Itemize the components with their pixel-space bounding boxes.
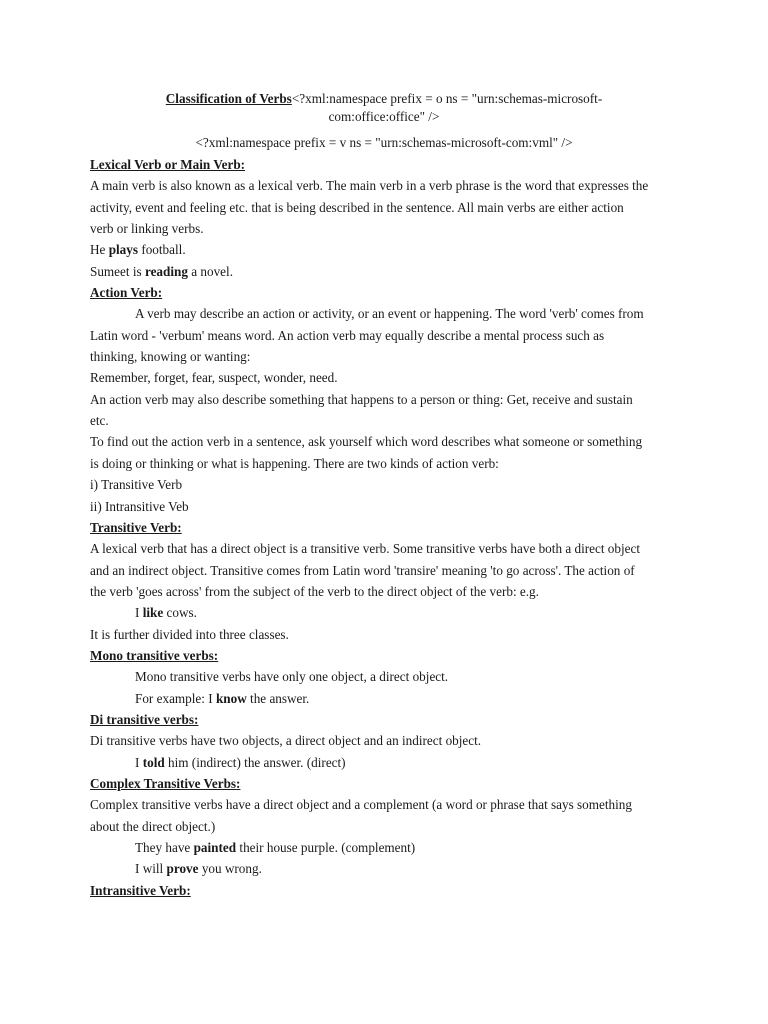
- example-line: [90, 261, 690, 282]
- xml-namespace-o-part1: <?xml:namespace prefix = o ns = "urn:schemas-microsoft-: [291, 91, 603, 106]
- example-line: [90, 858, 690, 879]
- example-text: They have: [135, 840, 194, 855]
- example-text: cows.: [163, 605, 197, 621]
- paragraph-line: An action verb may also describe something that happens to a person or thing: Get, receive and sustain: [90, 391, 633, 407]
- paragraph-line: To find out the action verb in a sentence, ask yourself which word describes what someone or something: [90, 434, 643, 450]
- document-body: [90, 154, 690, 901]
- example-verb: told: [142, 754, 165, 770]
- list-item: i) Transitive Verb: [90, 477, 183, 493]
- paragraph-line: A main verb is also known as a lexical verb. The main verb in a verb phrase is the word that expresses the: [90, 178, 649, 194]
- example-text: Sumeet is: [90, 263, 145, 279]
- example-text: For example: I: [135, 690, 216, 706]
- paragraph-line: Di transitive verbs have two objects, a direct object and an indirect object.: [90, 733, 482, 749]
- example-verb: prove: [166, 861, 199, 877]
- heading-lexical-verb: Lexical Verb or Main Verb:: [90, 157, 246, 172]
- example-text: I: [135, 605, 143, 621]
- paragraph-line: verb or linking verbs.: [90, 221, 204, 237]
- xml-namespace-v: <?xml:namespace prefix = v ns = "urn:schemas-microsoft-com:vml" />: [195, 135, 573, 150]
- example-line: [90, 837, 690, 858]
- example-text: their house purple. (complement): [236, 840, 416, 855]
- heading-transitive-verb: Transitive Verb:: [90, 519, 182, 535]
- heading-action-verb: Action Verb:: [90, 285, 163, 301]
- title-line-1: [0, 90, 768, 108]
- paragraph-line: etc.: [90, 413, 109, 429]
- example-verb: plays: [108, 242, 139, 258]
- heading-mono-transitive: Mono transitive verbs:: [90, 647, 219, 663]
- heading-complex-transitive: Complex Transitive Verbs:: [90, 775, 241, 791]
- paragraph-line: Complex transitive verbs have a direct object and a complement (a word or phrase that says something: [90, 797, 632, 813]
- paragraph-line: is doing or thinking or what is happening. There are two kinds of action verb:: [90, 455, 499, 471]
- example-line: [90, 602, 690, 623]
- example-text: you wrong.: [198, 861, 262, 877]
- example-verb: painted: [193, 840, 237, 855]
- paragraph-line: A lexical verb that has a direct object is a transitive verb. Some transitive verbs have both a direct object: [90, 541, 641, 557]
- example-line: [90, 688, 690, 709]
- heading-di-transitive: Di transitive verbs:: [90, 711, 199, 727]
- example-text: He: [90, 242, 109, 258]
- example-line: [90, 239, 690, 260]
- paragraph-line: Mono transitive verbs have only one object, a direct object.: [135, 669, 449, 685]
- paragraph-line: activity, event and feeling etc. that is being described in the sentence. All main verbs are either action: [90, 199, 624, 215]
- paragraph-line: Latin word - 'verbum' means word. An action verb may equally describe a mental process such as: [90, 327, 605, 343]
- example-verb: know: [215, 690, 247, 706]
- paragraph-line: Remember, forget, fear, suspect, wonder, need.: [90, 370, 338, 386]
- example-verb: like: [142, 605, 164, 621]
- paragraph-line: the verb 'goes across' from the subject of the verb to the direct object of the verb: e.g.: [90, 583, 539, 599]
- heading-intransitive-verb: Intransitive Verb:: [90, 882, 191, 898]
- example-text: I: [135, 754, 143, 770]
- example-line: [90, 752, 690, 773]
- example-text: the answer.: [246, 690, 310, 706]
- xml-namespace-o-part2: com:office:office" />: [328, 109, 440, 124]
- example-text: him (indirect) the answer. (direct): [164, 754, 346, 770]
- paragraph-line: It is further divided into three classes.: [90, 626, 289, 642]
- paragraph-line: A verb may describe an action or activity, or an event or happening. The word 'verb' comes from: [135, 306, 644, 322]
- example-verb: reading: [144, 263, 188, 279]
- paragraph-line: and an indirect object. Transitive comes from Latin word 'transire' meaning 'to go across'. The action of: [90, 562, 635, 578]
- example-text: I will: [135, 861, 167, 877]
- paragraph-line: thinking, knowing or wanting:: [90, 349, 251, 365]
- title-block: [0, 90, 768, 152]
- list-item: ii) Intransitive Veb: [90, 498, 189, 514]
- document-title: Classification of Verbs: [165, 91, 292, 106]
- example-text: football.: [138, 242, 186, 258]
- example-text: a novel.: [187, 263, 233, 279]
- paragraph-line: about the direct object.): [90, 818, 216, 834]
